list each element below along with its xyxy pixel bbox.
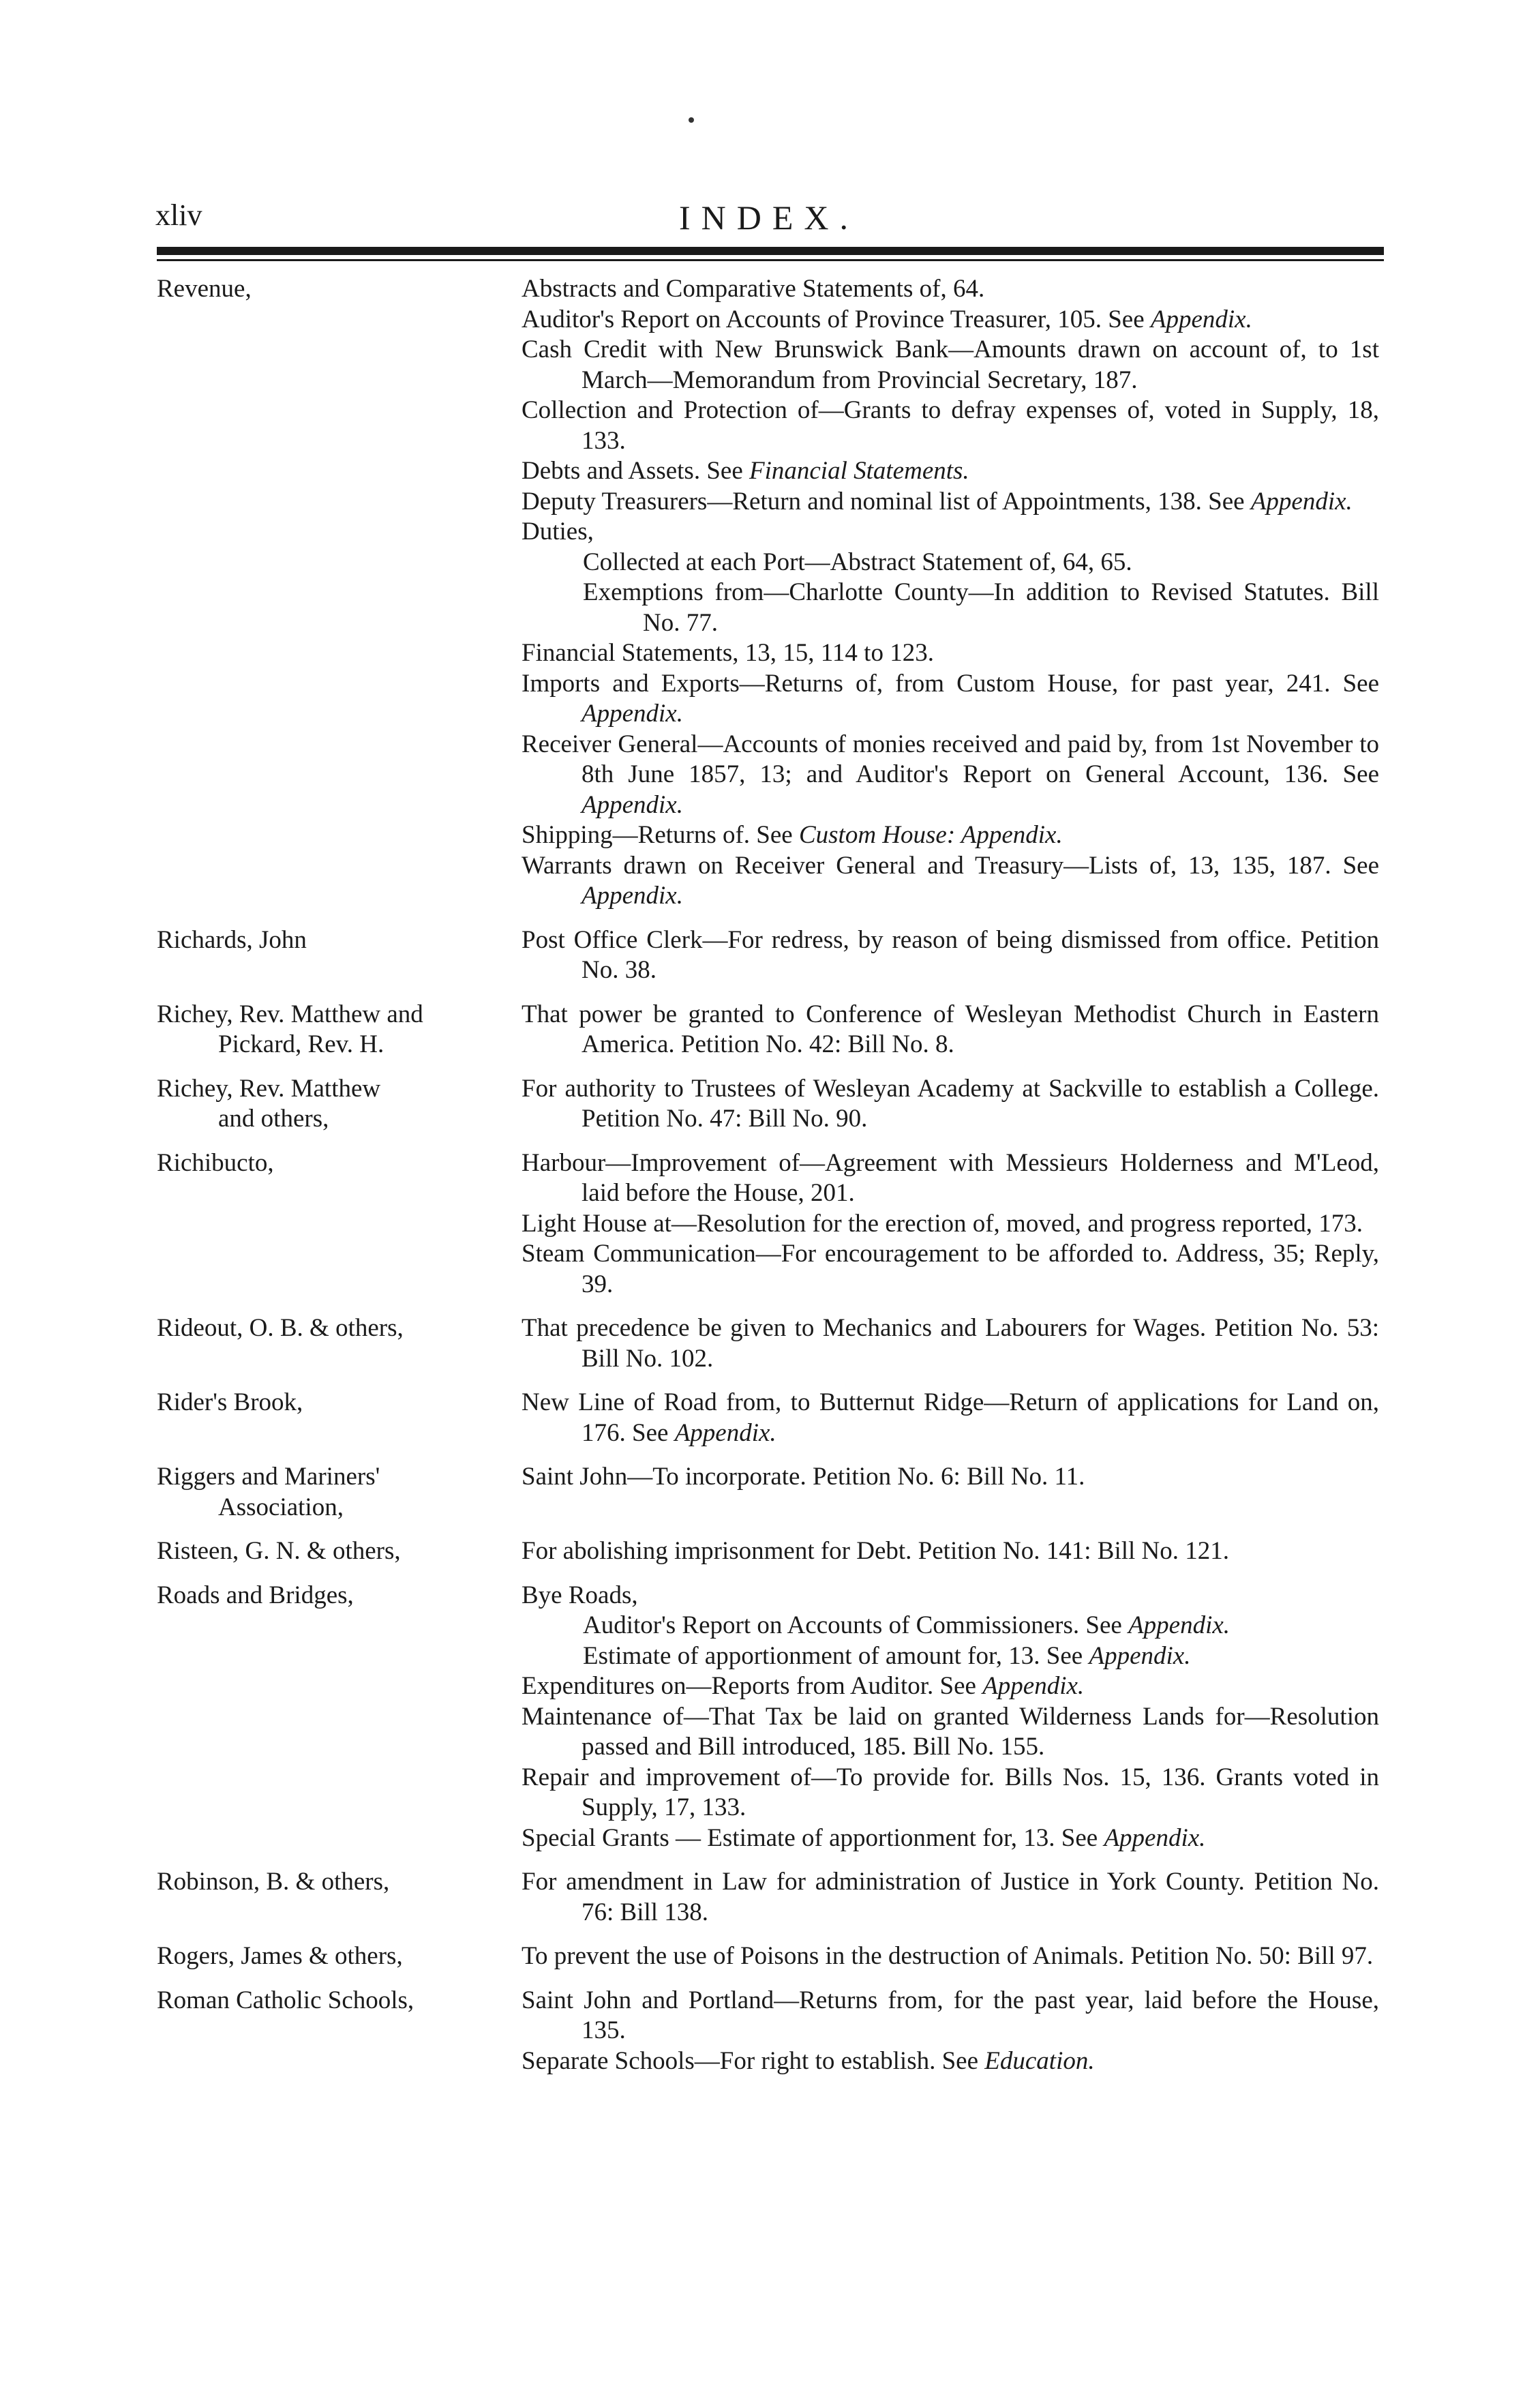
subentry — [522, 1986, 1379, 2046]
subentry-text: Debts and Assets. See — [522, 457, 743, 485]
subentry-text: For amendment in Law for administration of Justice in York County. Petition No. 76: Bill 138. — [522, 1868, 1379, 1926]
subentry-text: For authority to Trustees of Wesleyan Academy at Sackville to establish a College. Petition No. 47: Bill No. 90. — [522, 1074, 1379, 1133]
subentry-text: Post Office Clerk—For redress, by reason of being dismissed from office. Petition No. 38. — [522, 925, 1379, 984]
subentry — [522, 578, 1379, 638]
subentry — [522, 1702, 1379, 1763]
subentry-text: Maintenance of—That Tax be laid on granted Wilderness Lands for—Resolution passed and Bill introduced, 185. Bill No. 155. — [522, 1702, 1379, 1761]
entry-heading — [157, 274, 522, 912]
subentry — [522, 335, 1379, 395]
see-reference: Appendix. — [582, 882, 683, 910]
subentry — [522, 730, 1379, 821]
subentry-text: Collection and Protection of—Grants to defray expenses of, voted in Supply, 18, 133. — [522, 396, 1379, 455]
entry-subentries — [522, 1986, 1379, 2077]
subentry-text: Abstracts and Comparative Statements of, 64. — [522, 275, 985, 303]
subentry — [522, 925, 1379, 986]
entry-subentries — [522, 1388, 1379, 1448]
entry-heading — [157, 1867, 522, 1928]
see-reference: Appendix. — [1150, 305, 1252, 333]
see-reference: Financial Statements. — [749, 457, 969, 485]
subentry — [522, 820, 1379, 851]
subentry — [522, 487, 1379, 518]
entry-heading-line: Roman Catholic Schools, — [157, 1986, 414, 2014]
subentry — [522, 1671, 1379, 1702]
index-entry — [157, 1148, 1384, 1300]
entry-heading-line: Pickard, Rev. H. — [218, 1030, 384, 1058]
index-entry — [157, 1000, 1384, 1060]
entry-heading — [157, 1388, 522, 1448]
entry-subentries — [522, 274, 1379, 912]
subentry-text: Expenditures on—Reports from Auditor. See — [522, 1672, 976, 1700]
subentry — [522, 1867, 1379, 1928]
entry-heading-line: Rider's Brook, — [157, 1388, 303, 1416]
subentry-text: New Line of Road from, to Butternut Ridge—Return of applications for Land on, 176. See — [522, 1388, 1379, 1447]
entry-heading — [157, 1148, 522, 1300]
subentry-text: Imports and Exports—Returns of, from Custom House, for past year, 241. See — [522, 669, 1379, 698]
subentry — [522, 638, 1379, 669]
subentry — [522, 1462, 1379, 1493]
entry-heading — [157, 1074, 522, 1135]
index-entry — [157, 925, 1384, 986]
entry-heading-line: Richibucto, — [157, 1148, 274, 1177]
index-entry — [157, 1941, 1384, 1972]
entry-heading-line: Rogers, James & others, — [157, 1942, 403, 1970]
entry-heading-line: Riggers and Mariners' — [157, 1463, 380, 1491]
see-reference: Appendix. — [1250, 487, 1353, 516]
entry-subentries — [522, 1536, 1379, 1567]
subentry-text: Deputy Treasurers—Return and nominal list of Appointments, 138. See — [522, 487, 1245, 516]
subentry — [522, 1239, 1379, 1300]
entry-heading-line: Risteen, G. N. & others, — [157, 1537, 401, 1565]
subentry-text: To prevent the use of Poisons in the destruction of Animals. Petition No. 50: Bill 97. — [522, 1942, 1374, 1970]
index-entries — [157, 274, 1384, 2090]
entry-subentries — [522, 1148, 1379, 1300]
subentry — [522, 1611, 1379, 1641]
index-entry — [157, 1313, 1384, 1374]
index-entry — [157, 274, 1384, 912]
subentry — [522, 1388, 1379, 1448]
subentry-text: Financial Statements, 13, 15, 114 to 123. — [522, 639, 934, 667]
entry-heading — [157, 1462, 522, 1523]
index-entry — [157, 1867, 1384, 1928]
entry-heading-line: Robinson, B. & others, — [157, 1868, 390, 1896]
subentry-text: Bye Roads, — [522, 1581, 638, 1609]
index-entry — [157, 1536, 1384, 1567]
subentry — [522, 274, 1379, 305]
subentry — [522, 1313, 1379, 1374]
page-number: xliv — [155, 198, 202, 232]
see-reference: Custom House: Appendix. — [798, 821, 1063, 849]
subentry-text: Special Grants — Estimate of apportionment for, 13. See — [522, 1823, 1098, 1852]
subentry — [522, 1209, 1379, 1240]
entry-heading — [157, 1536, 522, 1567]
entry-subentries — [522, 1581, 1379, 1854]
see-reference: Appendix. — [1128, 1611, 1231, 1639]
entry-subentries — [522, 1313, 1379, 1374]
entry-subentries — [522, 1000, 1379, 1060]
subentry — [522, 548, 1379, 578]
entry-heading — [157, 1986, 522, 2077]
subentry — [522, 1074, 1379, 1135]
header-rule-thick — [157, 247, 1384, 255]
subentry-text: Saint John and Portland—Returns from, for the past year, laid before the House, 135. — [522, 1986, 1379, 2044]
entry-subentries — [522, 1074, 1379, 1135]
entry-heading-line: Roads and Bridges, — [157, 1581, 354, 1609]
ink-dot — [689, 117, 694, 123]
header-rule-thin — [157, 259, 1384, 261]
subentry — [522, 1941, 1379, 1972]
entry-subentries — [522, 1941, 1379, 1972]
subentry-text: Light House at—Resolution for the erection of, moved, and progress reported, 173. — [522, 1209, 1363, 1238]
entry-heading — [157, 1941, 522, 1972]
entry-heading — [157, 1313, 522, 1374]
subentry — [522, 1148, 1379, 1209]
index-entry — [157, 1074, 1384, 1135]
index-entry — [157, 1462, 1384, 1523]
see-reference: Appendix. — [582, 790, 683, 819]
index-entry — [157, 1581, 1384, 1854]
index-entry — [157, 1986, 1384, 2077]
subentry-text: Auditor's Report on Accounts of Commissioners. See — [583, 1611, 1122, 1639]
subentry — [522, 1581, 1379, 1611]
subentry-text: Estimate of apportionment of amount for, 13. See — [583, 1641, 1083, 1670]
entry-heading-line: and others, — [218, 1105, 329, 1133]
entry-subentries — [522, 925, 1379, 986]
subentry — [522, 1000, 1379, 1060]
see-reference: Appendix. — [982, 1672, 1085, 1700]
subentry — [522, 669, 1379, 730]
subentry-text: Receiver General—Accounts of monies received and paid by, from 1st November to 8th June 1857, 13; and Auditor's Report on General Account, 136. See — [522, 730, 1379, 788]
see-reference: Appendix. — [582, 700, 683, 728]
subentry-text: Separate Schools—For right to establish. See — [522, 2046, 979, 2075]
subentry-text: That precedence be given to Mechanics and Labourers for Wages. Petition No. 53: Bill No. 102. — [522, 1314, 1379, 1373]
entry-heading-line: Rideout, O. B. & others, — [157, 1314, 404, 1342]
subentry — [522, 1536, 1379, 1567]
subentry-text: Auditor's Report on Accounts of Province Treasurer, 105. See — [522, 305, 1145, 333]
subentry-text: That power be granted to Conference of Wesleyan Methodist Church in Eastern America. Petition No. 42: Bill No. 8. — [522, 1000, 1379, 1058]
entry-heading — [157, 925, 522, 986]
subentry-text: Shipping—Returns of. See — [522, 821, 793, 849]
subentry — [522, 1763, 1379, 1823]
subentry-text: Harbour—Improvement of—Agreement with Messieurs Holderness and M'Leod, laid before the House, 201. — [522, 1148, 1379, 1207]
page-title: INDEX. — [678, 198, 860, 237]
entry-heading — [157, 1000, 522, 1060]
subentry-text: Saint John—To incorporate. Petition No. 6: Bill No. 11. — [522, 1463, 1085, 1491]
page-header — [155, 198, 1383, 239]
entry-heading — [157, 1581, 522, 1854]
index-entry — [157, 1388, 1384, 1448]
subentry-text: Steam Communication—For encouragement to be afforded to. Address, 35; Reply, 39. — [522, 1240, 1379, 1298]
subentry-text: Repair and improvement of—To provide for. Bills Nos. 15, 136. Grants voted in Supply, 17, 133. — [522, 1763, 1379, 1821]
entry-heading-line: Richey, Rev. Matthew — [157, 1074, 381, 1103]
see-reference: Appendix. — [1089, 1641, 1191, 1670]
see-reference: Appendix. — [674, 1418, 776, 1447]
entry-heading-line: Association, — [218, 1493, 344, 1521]
subentry-text: Warrants drawn on Receiver General and Treasury—Lists of, 13, 135, 187. See — [522, 851, 1379, 880]
subentry-text: For abolishing imprisonment for Debt. Petition No. 141: Bill No. 121. — [522, 1537, 1230, 1565]
see-reference: Appendix. — [1104, 1823, 1206, 1852]
subentry — [522, 851, 1379, 912]
subentry-text: Cash Credit with New Brunswick Bank—Amounts drawn on account of, to 1st March—Memorandum from Provincial Secretary, 187. — [522, 335, 1379, 394]
subentry — [522, 2046, 1379, 2077]
entry-heading-line: Revenue, — [157, 275, 252, 303]
subentry — [522, 305, 1379, 335]
see-reference: Education. — [984, 2046, 1095, 2075]
subentry — [522, 1823, 1379, 1854]
entry-subentries — [522, 1867, 1379, 1928]
subentry-text: Exemptions from—Charlotte County—In addition to Revised Statutes. Bill No. 77. — [583, 578, 1379, 637]
subentry — [522, 517, 1379, 548]
entry-heading-line: Richards, John — [157, 925, 307, 954]
subentry — [522, 456, 1379, 487]
entry-subentries — [522, 1462, 1379, 1523]
subentry-text: Collected at each Port—Abstract Statement of, 64, 65. — [583, 548, 1132, 576]
subentry — [522, 1641, 1379, 1672]
entry-heading-line: Richey, Rev. Matthew and — [157, 1000, 423, 1028]
subentry-text: Duties, — [522, 518, 594, 546]
subentry — [522, 395, 1379, 456]
